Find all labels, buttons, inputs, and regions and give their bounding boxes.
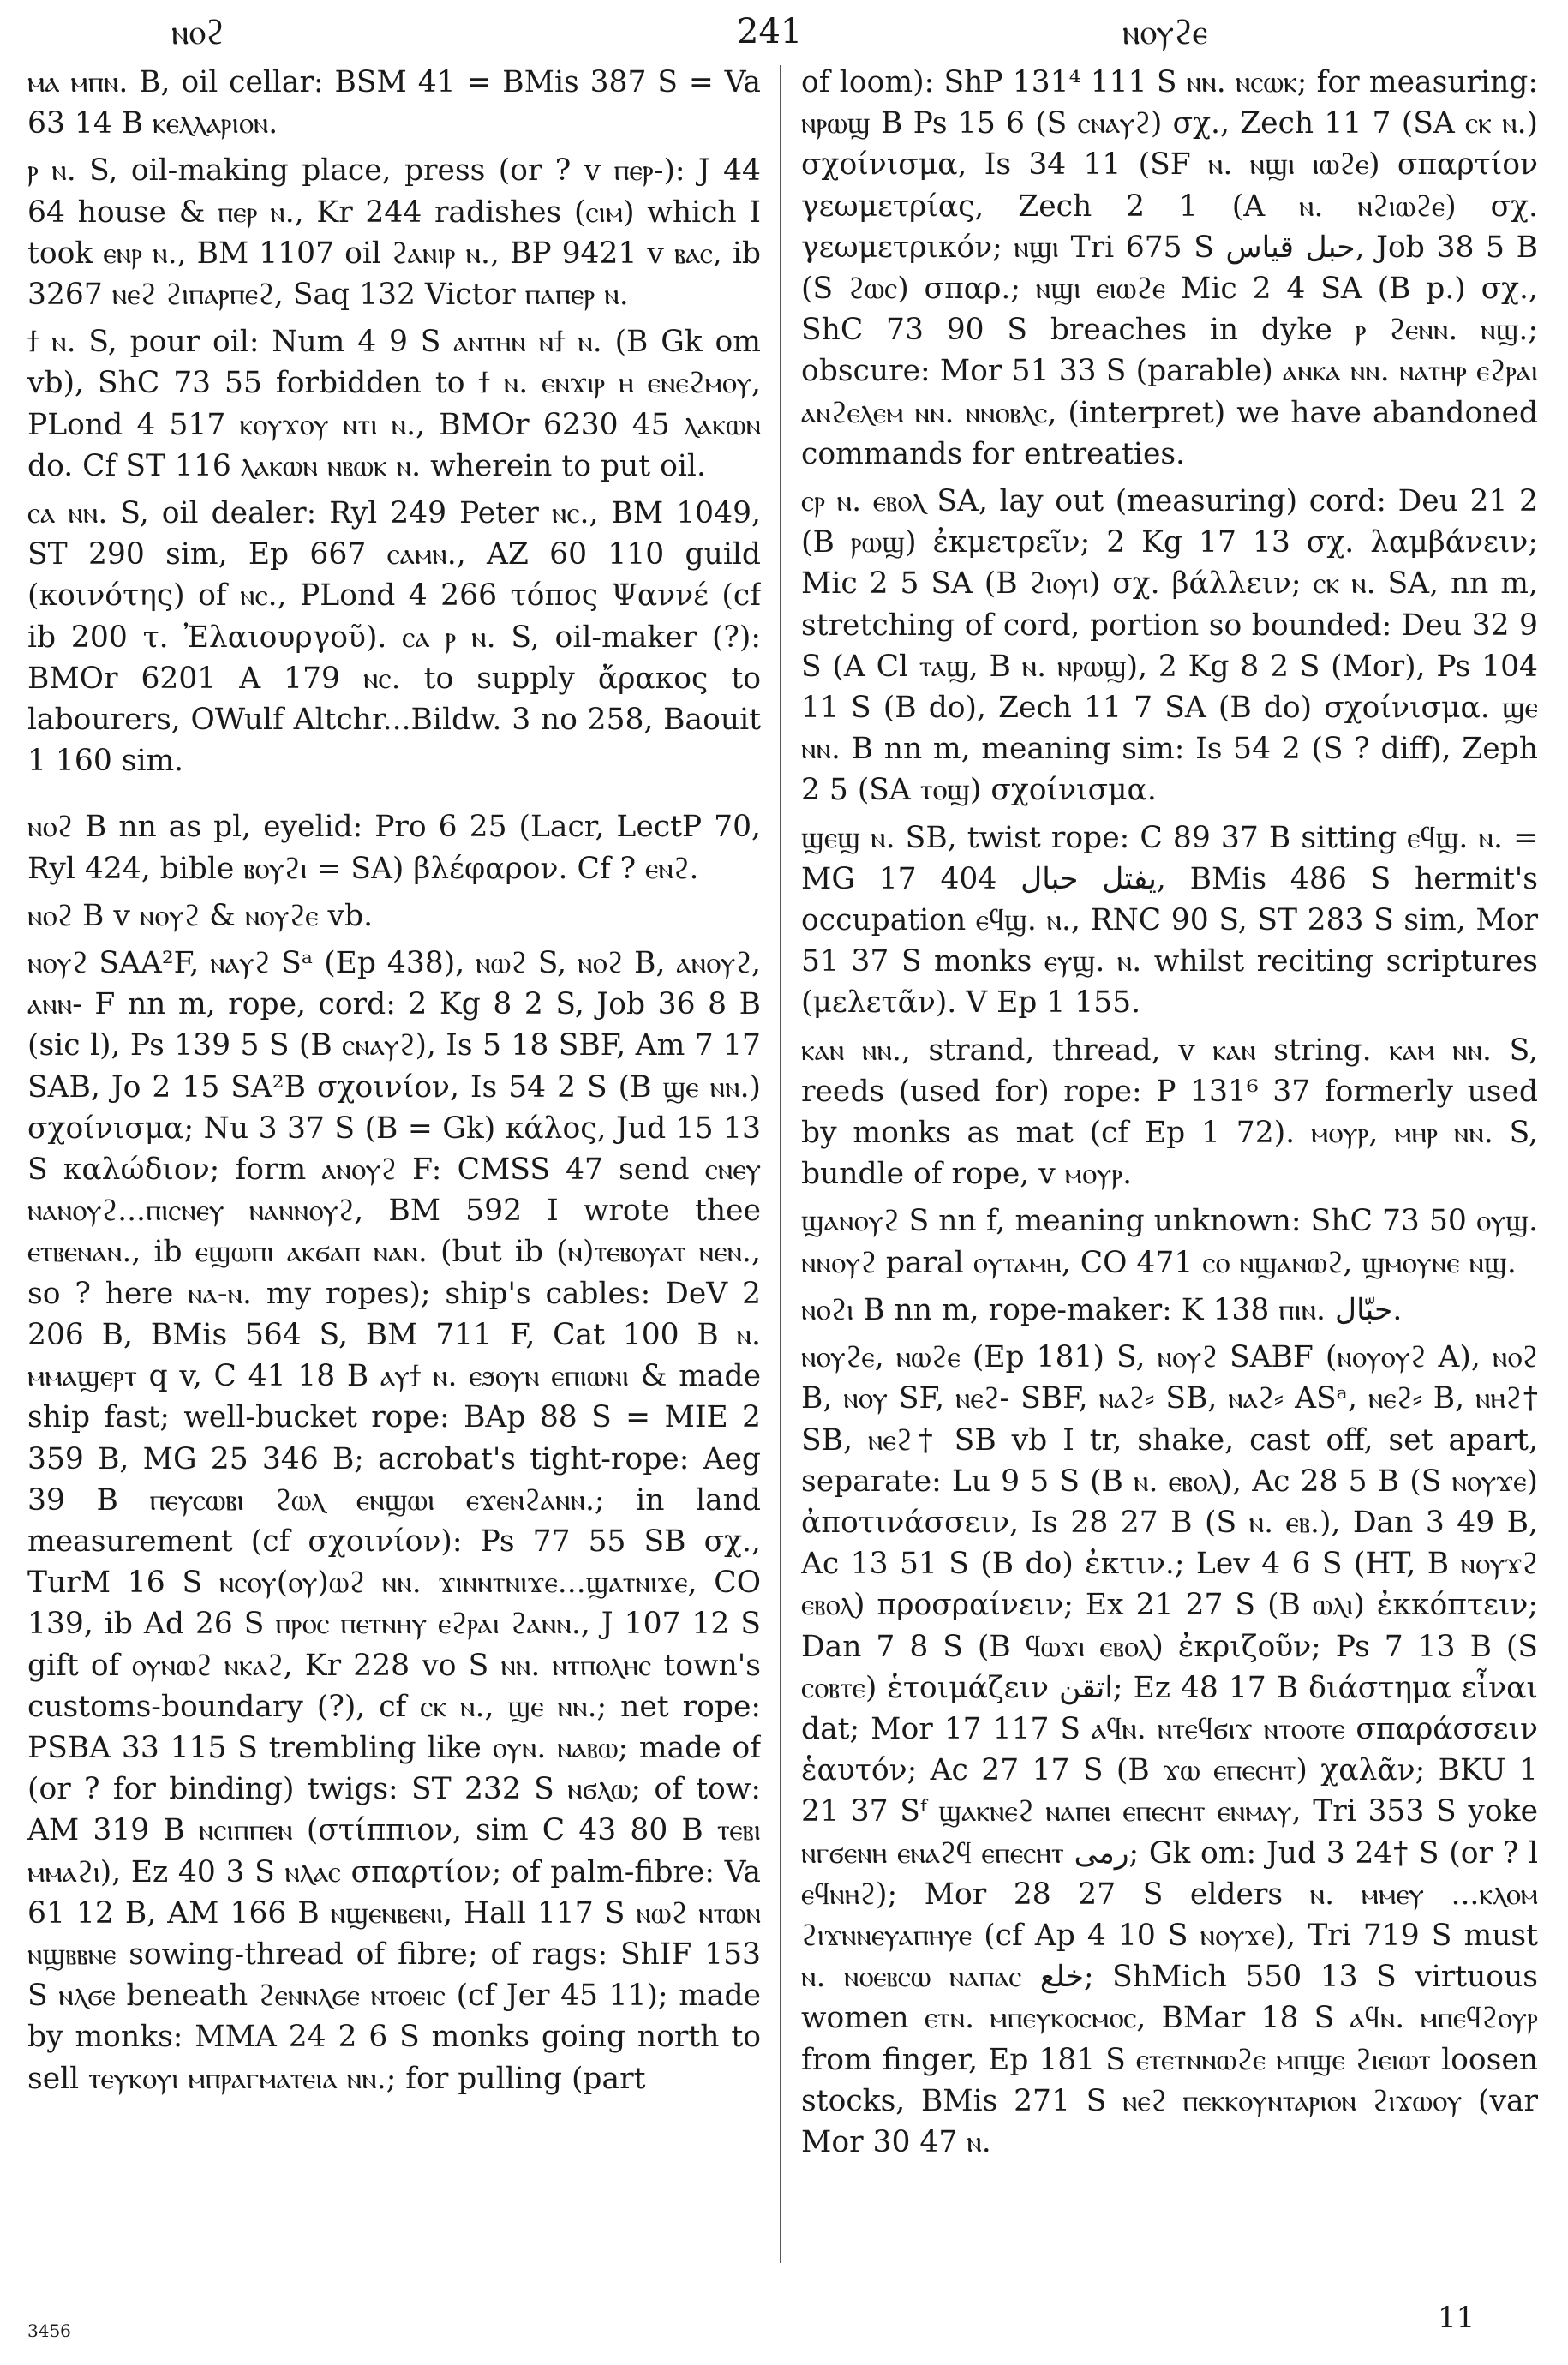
right-column bbox=[801, 62, 1538, 2268]
entry-paragraph: ⲛⲟϩ B v ⲛⲟⲩϩ & ⲛⲟⲩϩⲉ vb. bbox=[27, 898, 374, 933]
column-divider bbox=[780, 65, 781, 2263]
entry-paragraph: ⲛⲟⲩϩⲉ, ⲛⲱϩⲉ (Ep 181) S, ⲛⲟⲩϩ SABF (ⲛⲟⲩⲟⲩϩ A), ⲛⲟϩ B, ⲛⲟⲩ SF, ⲛⲉϩ- SBF, ⲛⲁϩ⸗ SB, ⲛⲁϩ⸗ ASᵃ, ⲛⲉϩ⸗ B, ⲛⲏϩ† SB, ⲛⲉϩ† SB vb I tr, shake, cast off, set apart, separate: Lu 9 5 S (B ⲛ. ⲉⲃⲟⲗ), Ac 28 5 B (S ⲛⲟⲩϫⲉ) ἀποτινάσσειν, Is 28 27 B (S ⲛ. ⲉⲃ.), Dan 3 49 B, Ac 13 51 S (B do) ἐκτιν.; Lev 4 6 S (HT, B ⲛⲟⲩϫϩ ⲉⲃⲟⲗ) προσραίνειν; Ex 21 27 S (B ⲱⲗⲓ) ἐκκόπτειν; Dan 7 8 S (B ϥⲱϫⲓ ⲉⲃⲟⲗ) ἐκριζοῦν; Ps 7 13 B (S ⲥⲟⲃⲧⲉ) ἑτοιμάζειν اتقن; Ez 48 17 B διάστημα εἶναι dat; Mor 17 117 S ⲁϥⲛ. ⲛⲧⲉϥϭⲓϫ ⲛⲧⲟⲟⲧⲉ σπαράσσειν ἑαυτόν; Ac 27 17 S (B ϫⲱ ⲉⲡⲉⲥⲏⲧ) χαλᾶν; BKU 1 21 37 Sᶠ ϣⲁⲕⲛⲉϩ ⲛⲁⲡⲉⲓ ⲉⲡⲉⲥⲏⲧ ⲉⲛⲙⲁⲩ, Tri 353 S yoke ⲛⲅϭⲉⲛⲏ ⲉⲛⲁϩϥ ⲉⲡⲉⲥⲏⲧ رمى; Gk om: Jud 3 24† S (or ? l ⲉϥⲛⲏϩ); Mor 28 27 S elders ⲛ. ⲙⲙⲉⲩ ...ⲕⲗⲟⲙ ϩⲓϫⲛⲛⲉⲩⲁⲡⲏⲩⲉ (cf Ap 4 10 S ⲛⲟⲩϫⲉ), Tri 719 S must ⲛ. ⲛⲟⲉⲃⲥⲱ ⲛⲁⲡⲁⲥ خلع; ShMich 550 13 S virtuous women ⲉⲧⲛ. ⲙⲡⲉⲩⲕⲟⲥⲙⲟⲥ, BMar 18 S ⲁϥⲛ. ⲙⲡⲉϥϩⲟⲩⲣ from finger, Ep 181 S ⲉⲧⲉⲧⲛⲛⲱϩⲉ ⲙⲡϣⲉ ϩⲓⲉⲓⲱⲧ loosen stocks, BMis 271 S ⲛⲉϩ ⲡⲉⲕⲕⲟⲩⲛⲧⲁⲣⲓⲟⲛ ϩⲓϫⲱⲟⲩ (var Mor 30 47 ⲛ. bbox=[801, 1340, 1538, 2159]
entry-paragraph: of loom): ShP 131⁴ 111 S ⲛⲛ. ⲛⲥⲱⲕ; for measuring: ⲛⲣⲱϣ B Ps 15 6 (S ⲥⲛⲁⲩϩ) σχ., Zech 11 7 (SA ⲥⲕ ⲛ.) σχοίνισμα, Is 34 11 (SF ⲛ. ⲛϣⲓ ⲓⲱϩⲉ) σπαρτίον γεωμετρίας, Zech 2 1 (A ⲛ. ⲛϩⲓⲱϩⲉ) σχ. γεωμετρικόν; ⲛϣⲓ Tri 675 S حبل قياس, Job 38 5 B (S ϩⲱⲥ) σπαρ.; ⲛϣⲓ ⲉⲓⲱϩⲉ Mic 2 4 SA (B p.) σχ., ShC 73 90 S breaches in dyke ⲣ ϩⲉⲛⲛ. ⲛϣ.; obscure: Mor 51 33 S (parable) ⲁⲛⲕⲁ ⲛⲛ. ⲛⲁⲧⲏⲣ ⲉϩⲣⲁⲓ ⲁⲛϩⲉⲗⲉⲙ ⲛⲛ. ⲛⲛⲟⲃⲗⲥ, (interpret) we have abandoned commands for entreaties. bbox=[801, 65, 1538, 471]
entry-paragraph: ⲙⲁ ⲙⲡⲛ. B, oil cellar: BSM 41 = BMis 387 S = Va 63 14 B ⲕⲉⲗⲗⲁⲣⲓⲟⲛ. bbox=[27, 65, 761, 141]
entry-paragraph: ⲥⲣ ⲛ. ⲉⲃⲟⲗ SA, lay out (measuring) cord: Deu 21 2 (B ⲣⲱϣ) ἐκμετρεῖν; 2 Kg 17 13 σχ. λαμβάνειν; Mic 2 5 SA (B ϩⲓⲟⲩⲓ) σχ. βάλλειν; ⲥⲕ ⲛ. SA, nn m, stretching of cord, portion so bounded: Deu 32 9 S (A Cl ⲧⲁϣ, B ⲛ. ⲛⲣⲱϣ), 2 Kg 8 2 S (Mor), Ps 104 11 S (B do), Zech 11 7 SA (B do) σχοίνισμα. ϣⲉ ⲛⲛ. B nn m, meaning sim: Is 54 2 (S ? diff), Zeph 2 5 (SA ⲧⲟϣ) σχοίνισμα. bbox=[801, 484, 1538, 808]
page-number: 241 bbox=[737, 12, 803, 51]
entry-paragraph: ⲛⲟϩⲓ B nn m, rope-maker: K 138 ⲡⲓⲛ. حبّال. bbox=[801, 1292, 1403, 1327]
left-column bbox=[27, 62, 761, 2268]
header-right-headword: ⲛⲟⲩϩⲉ bbox=[1122, 13, 1208, 52]
entry-paragraph: ϣⲉϣ ⲛ. SB, twist rope: C 89 37 B sitting ⲉϥϣ. ⲛ. = MG 17 404 يفتل حبال, BMis 486 S hermit's occupation ⲉϥϣ. ⲛ., RNC 90 S, ST 283 S sim, Mor 51 37 S monks ⲉⲩϣ. ⲛ. whilst reciting scriptures (μελετᾶν). V Ep 1 155. bbox=[801, 820, 1538, 1021]
signature-mark: 3456 bbox=[27, 2320, 71, 2341]
gathering-mark: 11 bbox=[1438, 2301, 1475, 2335]
entry-paragraph: ⲥⲁ ⲛⲛ. S, oil dealer: Ryl 249 Peter ⲛⲥ., BM 1049, ST 290 sim, Ep 667 ⲥⲁⲙⲛ., AZ 60 110 guild (κοινότης) of ⲛⲥ., PLond 4 266 τόπος Ψαννέ (cf ib 200 τ. Ἐλαιουργοῦ). ⲥⲁ ⲣ ⲛ. S, oil-maker (?): BMOr 6201 A 179 ⲛⲥ. to supply ἄρακος to labourers, OWulf Altchr...Bildw. 3 no 258, Baouit 1 160 sim. bbox=[27, 496, 761, 779]
header-left-headword: ⲛⲟϩ bbox=[171, 13, 224, 52]
entry-paragraph: ⲕⲁⲛ ⲛⲛ., strand, thread, v ⲕⲁⲛ string. ⲕⲁⲙ ⲛⲛ. S, reeds (used for) rope: P 131⁶ 37 formerly used by monks as mat (cf Ep 1 72). ⲙⲟⲩⲣ, ⲙⲏⲣ ⲛⲛ. S, bundle of rope, v ⲙⲟⲩⲣ. bbox=[801, 1033, 1538, 1192]
entry-paragraph: ⲣ ⲛ. S, oil-making place, press (or ? v ⲡⲉⲣ-): J 44 64 house & ⲡⲉⲣ ⲛ., Kr 244 radishes (ⲥⲓⲙ) which I took ⲉⲛⲣ ⲛ., BM 1107 oil ϩⲁⲛⲓⲣ ⲛ., BP 9421 v ⲃⲁⲥ, ib 3267 ⲛⲉϩ ϩⲓⲡⲁⲣⲡⲉϩ, Saq 132 Victor ⲡⲁⲡⲉⲣ ⲛ. bbox=[27, 153, 761, 313]
entry-paragraph: ϯ ⲛ. S, pour oil: Num 4 9 S ⲁⲛⲧⲏⲛ ⲛϯ ⲛ. (B Gk om vb), ShC 73 55 forbidden to ϯ ⲛ. ⲉⲛϫⲓⲣ ⲏ ⲉⲛⲉϩⲙⲟⲩ, PLond 4 517 ⲕⲟⲩϫⲟⲩ ⲛⲧⲓ ⲛ., BMOr 6230 45 ⲗⲁⲕⲱⲛ do. Cf ST 116 ⲗⲁⲕⲱⲛ ⲛⲃⲱⲕ ⲛ. wherein to put oil. bbox=[27, 325, 761, 483]
entry-paragraph: ⲛⲟϩ B nn as pl, eyelid: Pro 6 25 (Lacr, LectP 70, Ryl 424, bible ⲃⲟⲩϩⲓ = SA) βλέφαρον. Cf ? ⲉⲛϩ. bbox=[27, 810, 761, 886]
running-header bbox=[0, 9, 1568, 60]
entry-paragraph: ⲛⲟⲩϩ SAA²F, ⲛⲁⲩϩ Sᵃ (Ep 438), ⲛⲱϩ S, ⲛⲟϩ B, ⲁⲛⲟⲩϩ, ⲁⲛⲛ- F nn m, rope, cord: 2 Kg 8 2 S, Job 36 8 B (sic l), Ps 139 5 S (B ⲥⲛⲁⲩϩ), Is 5 18 SBF, Am 7 17 SAB, Jo 2 15 SA²B σχοινίον, Is 54 2 S (B ϣⲉ ⲛⲛ.) σχοίνισμα; Nu 3 37 S (B = Gk) κάλος, Jud 15 13 S καλώδιον; form ⲁⲛⲟⲩϩ F: CMSS 47 send ⲥⲛⲉⲩ ⲛⲁⲛⲟⲩϩ...ⲡⲓⲥⲛⲉⲩ ⲛⲁⲛⲛⲟⲩϩ, BM 592 I wrote thee ⲉⲧⲃⲉⲛⲁⲛ., ib ⲉϣⲱⲡⲓ ⲁⲕϭⲁⲡ ⲛⲁⲛ. (but ib (ⲛ)ⲧⲉⲃⲟⲩⲁⲧ ⲛⲉⲛ., so ? here ⲛⲁ-ⲛ. my ropes); ship's cables: DeV 2 206 B, BMis 564 S, BM 711 F, Cat 100 B ⲛ. ⲙⲙⲁϣⲉⲣⲧ q v, C 41 18 B ⲁⲩϯ ⲛ. ⲉϧⲟⲩⲛ ⲉⲡⲓⲱⲛⲓ & made ship fast; well-bucket rope: BAp 88 S = MIE 2 359 B, MG 25 346 B; acrobat's tight-rope: Aeg 39 B ⲡⲉⲩⲥⲱⲃⲓ ϩⲱⲗ ⲉⲛϣⲱⲓ ⲉϫⲉⲛϩⲁⲛⲛ.; in land measurement (cf σχοινίον): Ps 77 55 SB σχ., TurM 16 S ⲛⲥⲟⲩ(ⲟⲩ)ⲱϩ ⲛⲛ. ϫⲓⲛⲛⲧⲛⲓϫⲉ...ϣⲁⲧⲛⲓϫⲉ, CO 139, ib Ad 26 S ⲡⲣⲟⲥ ⲡⲉⲧⲛⲏⲩ ⲉϩⲣⲁⲓ ϩⲁⲛⲛ., J 107 12 S gift of ⲟⲩⲛⲱϩ ⲛⲕⲁϩ, Kr 228 vo S ⲛⲛ. ⲛⲧⲡⲟⲗⲏⲥ town's customs-boundary (?), cf ⲥⲕ ⲛ., ϣⲉ ⲛⲛ.; net rope: PSBA 33 115 S trembling like ⲟⲩⲛ. ⲛⲁⲃⲱ; made of (or ? for binding) twigs: ST 232 S ⲛϭⲗⲱ; of tow: AM 319 B ⲛⲥⲓⲡⲡⲉⲛ (στίππιον, sim C 43 80 B ⲧⲉⲃⲓ ⲙⲙⲁϩⲓ), Ez 40 3 S ⲛⲗⲁⲥ σπαρτίον; of palm-fibre: Va 61 12 B, AM 166 B ⲛϣⲉⲛⲃⲉⲛⲓ, Hall 117 S ⲛⲱϩ ⲛⲧⲱⲛ ⲛϣⲃⲃⲛⲉ sowing-thread of fibre; of rags: ShIF 153 S ⲛⲗϭⲉ beneath ϩⲉⲛⲛⲗϭⲉ ⲛⲧⲟⲉⲓⲥ (cf Jer 45 11); made by monks: MMA 24 2 6 S monks going north to sell ⲧⲉⲩⲕⲟⲩⲓ ⲙⲡⲣⲁⲅⲙⲁⲧⲉⲓⲁ ⲛⲛ.; for pulling (part bbox=[27, 946, 761, 2096]
entry-paragraph: ϣⲁⲛⲟⲩϩ S nn f, meaning unknown: ShC 73 50 ⲟⲩϣ. ⲛⲛⲟⲩϩ paral ⲟⲩⲧⲁⲙⲏ, CO 471 ⲥⲟ ⲛϣⲁⲛⲱϩ, ϣⲙⲟⲩⲛⲉ ⲛϣ. bbox=[801, 1204, 1538, 1280]
